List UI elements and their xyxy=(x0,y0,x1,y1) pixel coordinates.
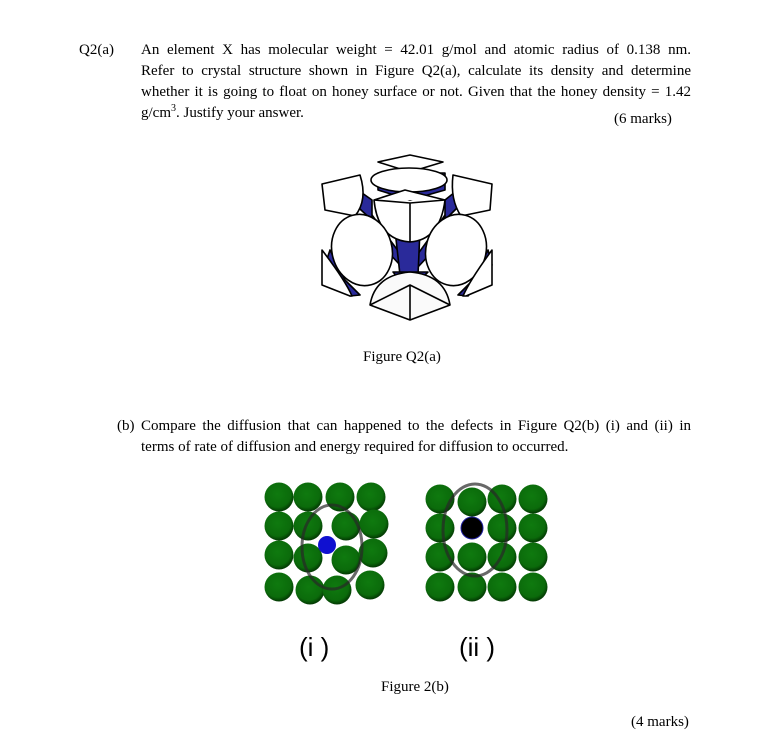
atom xyxy=(265,541,294,570)
atom xyxy=(294,512,323,541)
q2a-line-3: whether it is going to float on honey surface or not. Given that the honey density = 1.42 xyxy=(141,84,691,100)
atom-top-left xyxy=(322,175,363,216)
atom xyxy=(265,573,294,602)
substitutional-atom xyxy=(461,517,483,539)
crystal-structure-figure xyxy=(322,155,494,320)
atom xyxy=(426,514,455,543)
atom xyxy=(519,573,548,602)
atom-top-right xyxy=(452,175,492,216)
q2a-marks: (6 marks) xyxy=(614,111,672,127)
interstitial-atom xyxy=(318,536,336,554)
atom xyxy=(294,483,323,512)
atom-top-center xyxy=(371,168,447,192)
atom xyxy=(332,512,361,541)
atom xyxy=(357,483,386,512)
atom xyxy=(356,571,385,600)
q2a-line-2: Refer to crystal structure shown in Figure Q2(a), calculate its density and determine xyxy=(141,63,691,79)
figure-q2a-caption: Figure Q2(a) xyxy=(363,349,441,365)
text: . Justify your answer. xyxy=(176,105,304,121)
text: g/cm xyxy=(141,105,171,121)
label-ii: (ii ) xyxy=(459,632,496,662)
atom xyxy=(296,576,325,605)
q2b-line-2: terms of rate of diffusion and energy required for diffusion to occurred. xyxy=(141,439,569,455)
atom xyxy=(458,543,487,572)
atom xyxy=(488,514,517,543)
question-label: Q2(a) xyxy=(79,42,114,58)
atom xyxy=(519,485,548,514)
q2b-marks: (4 marks) xyxy=(631,714,689,730)
atom xyxy=(294,544,323,573)
figure-2b-caption: Figure 2(b) xyxy=(381,679,449,695)
atom xyxy=(360,510,389,539)
atom xyxy=(426,573,455,602)
atom xyxy=(265,512,294,541)
atom xyxy=(458,488,487,517)
grid-ii xyxy=(426,484,548,602)
atom xyxy=(519,514,548,543)
atom xyxy=(519,543,548,572)
superscript: 3 xyxy=(171,103,176,114)
atom xyxy=(488,573,517,602)
q2a-line-1: An element X has molecular weight = 42.01 g/mol and atomic radius of 0.138 nm. xyxy=(141,42,691,58)
label-i: (i ) xyxy=(299,632,330,662)
grid-i xyxy=(265,483,389,605)
atom xyxy=(265,483,294,512)
q2b-line-1: (b) Compare the diffusion that can happened to the defects in Figure Q2(b) (i) and (ii) in xyxy=(117,418,691,434)
